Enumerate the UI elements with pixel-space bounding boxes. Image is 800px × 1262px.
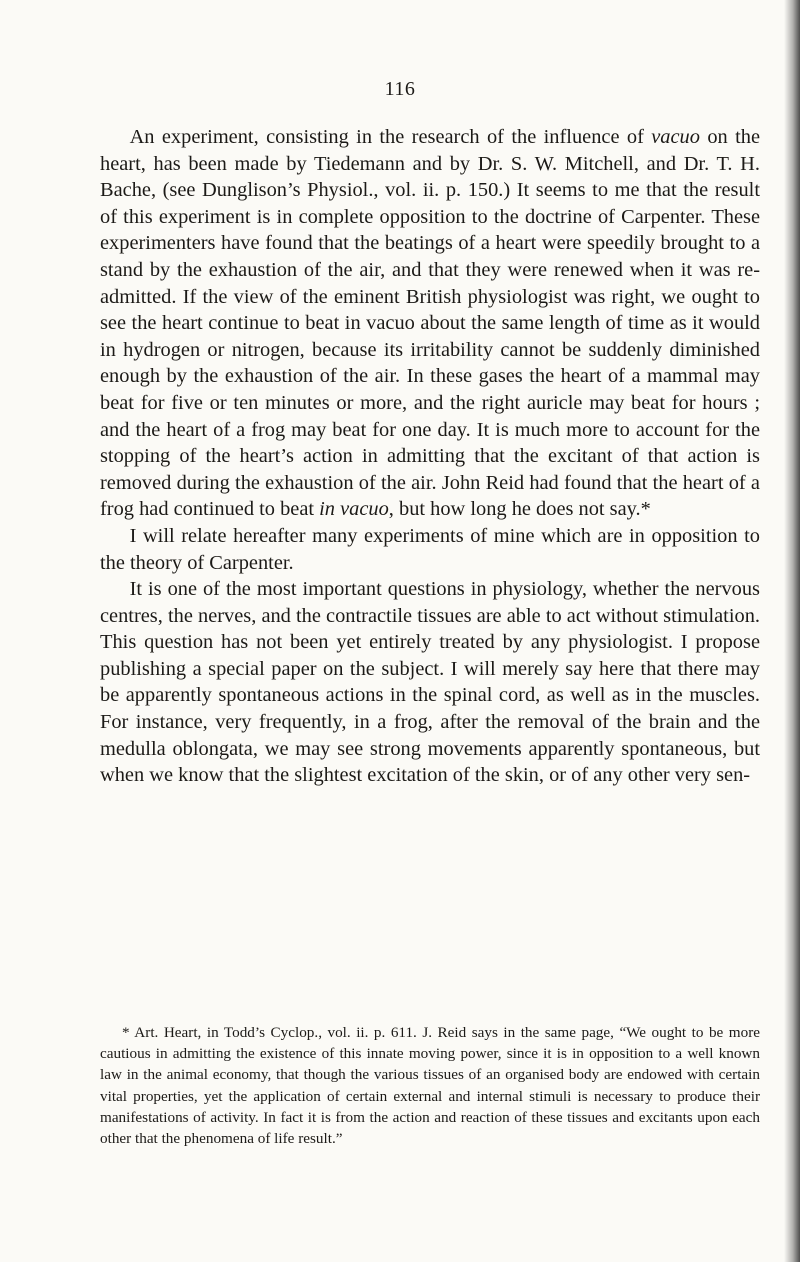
paragraph-relate-experiments: I will relate hereafter many experiments of mine which are in opposition to the theory of Carpenter.	[100, 524, 760, 574]
paragraph-text: , but how long he does not say.*	[388, 498, 651, 521]
paragraph-text: on the heart, has been made by Tiedemann and by Dr. S. W. Mitchell, and Dr. T. H. Bache, (see Dunglison’s Physiol., vol. ii. p. 150.) It seems to me that the result of this experiment is in complete opposition to the doctrine of Carpenter. These experimenters have found that the beatings of a heart were speedily brought to a stand by the exhaustion of the air, and that they were renewed when it was re-admitted. If the view of the eminent British physiologist was right, we ought to see the heart continue to beat in vacuo about the same length of time as it would in hydrogen or nitrogen, because its irritability cannot be suddenly diminished enough by the exhaustion of the air. In these gases the heart of a mammal may beat for five or ten minutes or more, and the right auricle may beat for hours ; and the heart of a frog may beat for one day. It is much more to account for the stopping of the heart’s action in admitting that the excitant of that action is removed during the exhaustion of the air. John Reid had found that the heart of a frog had continued to beat	[100, 126, 760, 521]
paragraph-spontaneous-action: It is one of the most important questions in physiology, whether the nervous centres, the nerves, and the contractile tissues are able to act without stimulation. This question has not been yet entirely treated by any physiologist. I propose publishing a special paper on the subject. I will merely say here that there may be apparently spontaneous actions in the spinal cord, as well as in the muscles. For instance, very frequently, in a frog, after the removal of the brain and the medulla oblongata, we may see strong movements apparently spontaneous, but when we know that the slightest excitation of the skin, or of any other very sen-	[100, 578, 760, 787]
body-text	[100, 124, 760, 789]
paragraph-text: An experiment, consisting in the research of the influence of	[129, 126, 652, 148]
page-number: 116	[384, 78, 416, 100]
footnote-text: * Art. Heart, in Todd’s Cyclop., vol. ii. p. 611. J. Reid says in the same page, “We ought to be more cautious in admitting the existence of this innate moving power, since it is in opposition to a well known law in the animal economy, that though the various tissues of an organised body are endowed with certain vital properties, yet the application of certain external and internal stimuli is necessary to produce their manifestations of activity. In fact it is from the action and reaction of these tissues and excitants upon each other that the phenomena of life result.”	[100, 1024, 760, 1148]
italic-term: in vacuo	[319, 498, 389, 521]
paragraph-vacuo-experiment	[100, 124, 760, 523]
italic-term: vacuo	[651, 126, 700, 148]
page-edge-shadow	[784, 0, 800, 1262]
footnote	[100, 1022, 760, 1149]
